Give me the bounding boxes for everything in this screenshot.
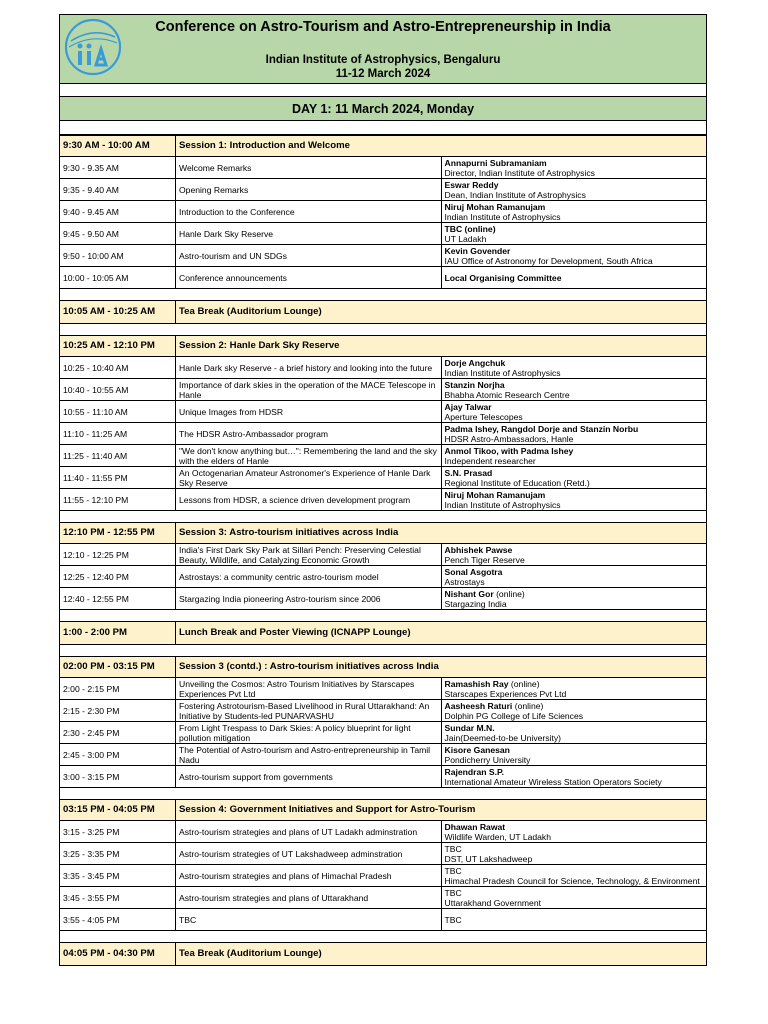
speaker-name	[445, 424, 704, 434]
gap-row	[60, 931, 707, 943]
speaker-cell	[441, 766, 707, 788]
gap-row	[60, 788, 707, 800]
talk-time: 11:10 - 11:25 AM	[60, 423, 176, 445]
talk-time: 9:30 - 9.35 AM	[60, 157, 176, 179]
speaker-name	[445, 723, 704, 733]
speaker-cell	[441, 467, 707, 489]
talk-title: Astro-tourism strategies and plans of Himachal Pradesh	[176, 865, 442, 887]
talk-time: 11:55 - 12:10 PM	[60, 489, 176, 511]
talk-row	[60, 700, 707, 722]
speaker-name	[445, 866, 704, 876]
gap-cell	[60, 610, 707, 622]
talk-time: 3:45 - 3:55 PM	[60, 887, 176, 909]
talk-row	[60, 245, 707, 267]
talk-time: 10:55 - 11:10 AM	[60, 401, 176, 423]
talk-row	[60, 678, 707, 700]
session-title: Lunch Break and Poster Viewing (ICNAPP Lounge)	[176, 622, 707, 645]
session-title: Session 3: Astro-tourism initiatives across India	[176, 523, 707, 544]
speaker-name	[445, 545, 704, 555]
speaker-name	[445, 180, 704, 190]
speaker-name-text: Ajay Talwar	[444, 401, 492, 412]
talk-row	[60, 544, 707, 566]
talk-row	[60, 744, 707, 766]
speaker-name-text: Aasheesh Raturi	[444, 700, 513, 711]
session-title: Session 4: Government Initiatives and Support for Astro-Tourism	[176, 800, 707, 821]
talk-time: 9:45 - 9.50 AM	[60, 223, 176, 245]
speaker-cell	[441, 865, 707, 887]
talk-time: 3:25 - 3:35 PM	[60, 843, 176, 865]
speaker-name	[445, 888, 704, 898]
speaker-name	[445, 701, 704, 711]
speaker-name	[445, 589, 704, 599]
speaker-name-text: S.N. Prasad	[444, 467, 493, 478]
talk-row	[60, 865, 707, 887]
speaker-name-text: TBC	[444, 914, 462, 925]
speaker-cell	[441, 678, 707, 700]
speaker-cell	[441, 722, 707, 744]
speaker-affiliation: Dolphin PG College of Life Sciences	[444, 710, 584, 721]
speaker-affiliation: Himachal Pradesh Council for Science, Technology, & Environment	[444, 875, 700, 886]
speaker-cell	[441, 179, 707, 201]
talk-time: 2:15 - 2:30 PM	[60, 700, 176, 722]
session-row	[60, 523, 707, 544]
session-time: 02:00 PM - 03:15 PM	[60, 657, 176, 678]
speaker-name-text: Local Organising Committee	[444, 272, 562, 283]
speaker-affiliation: Jain(Deemed-to-be University)	[444, 732, 562, 743]
speaker-name	[445, 915, 704, 925]
speaker-name-text: Stanzin Norjha	[444, 379, 505, 390]
talk-time: 9:40 - 9.45 AM	[60, 201, 176, 223]
session-row	[60, 800, 707, 821]
talk-title: Astro-tourism strategies of UT Lakshadweep adminstration	[176, 843, 442, 865]
talk-title: Opening Remarks	[176, 179, 442, 201]
gap-row	[60, 645, 707, 657]
talk-row	[60, 722, 707, 744]
speaker-name-text: TBC	[444, 865, 462, 876]
gap-row	[60, 289, 707, 301]
talk-row	[60, 157, 707, 179]
speaker-affiliation: Dean, Indian Institute of Astrophysics	[444, 189, 586, 200]
talk-row	[60, 821, 707, 843]
talk-title: "We don't know anything but…": Remembering the land and the sky with the elders of Hanle	[176, 445, 442, 467]
institute-name: Indian Institute of Astrophysics, Bengaluru	[265, 54, 501, 66]
talk-row	[60, 401, 707, 423]
speaker-name-text: Dhawan Rawat	[444, 821, 506, 832]
session-row	[60, 136, 707, 157]
speaker-affiliation: Astrostays	[444, 576, 485, 587]
talk-time: 3:00 - 3:15 PM	[60, 766, 176, 788]
speaker-name	[445, 567, 704, 577]
talk-row	[60, 267, 707, 289]
speaker-cell	[441, 423, 707, 445]
speaker-affiliation: Director, Indian Institute of Astrophysics	[444, 167, 595, 178]
talk-title: Unveiling the Cosmos: Astro Tourism Initiatives by Starscapes Experiences Pvt Ltd	[176, 678, 442, 700]
speaker-note: (online)	[508, 678, 540, 689]
speaker-name	[445, 822, 704, 832]
talk-title: The HDSR Astro-Ambassador program	[176, 423, 442, 445]
speaker-cell	[441, 357, 707, 379]
talk-title: India's First Dark Sky Park at Sillari Pench: Preserving Celestial Beauty, Wildlife, and Catalyzing Economic Growth	[176, 544, 442, 566]
speaker-cell	[441, 445, 707, 467]
day-heading: DAY 1: 11 March 2024, Monday	[59, 97, 707, 121]
speaker-cell	[441, 489, 707, 511]
day-spacer	[59, 121, 707, 135]
speaker-affiliation: Stargazing India	[444, 598, 507, 609]
speaker-name-text: Niruj Mohan Ramanujam	[444, 489, 546, 500]
session-title: Session 1: Introduction and Welcome	[176, 136, 707, 157]
session-time: 03:15 PM - 04:05 PM	[60, 800, 176, 821]
speaker-affiliation: Uttarakhand Government	[444, 897, 541, 908]
speaker-name-text: Eswar Reddy	[444, 179, 499, 190]
talk-row	[60, 201, 707, 223]
speaker-name-text: Abhishek Pawse	[444, 544, 513, 555]
session-time: 9:30 AM - 10:00 AM	[60, 136, 176, 157]
break-row	[60, 622, 707, 645]
schedule-sheet	[59, 14, 707, 966]
gap-cell	[60, 289, 707, 301]
speaker-cell	[441, 401, 707, 423]
gap-cell	[60, 645, 707, 657]
gap-row	[60, 324, 707, 336]
session-title: Tea Break (Auditorium Lounge)	[176, 301, 707, 324]
session-time: 10:25 AM - 12:10 PM	[60, 336, 176, 357]
speaker-cell	[441, 201, 707, 223]
speaker-affiliation: Bhabha Atomic Research Centre	[444, 389, 570, 400]
speaker-cell	[441, 843, 707, 865]
talk-title: Importance of dark skies in the operation of the MACE Telescope in Hanle	[176, 379, 442, 401]
break-row	[60, 943, 707, 966]
speaker-cell	[441, 379, 707, 401]
speaker-cell	[441, 700, 707, 722]
talk-title: Welcome Remarks	[176, 157, 442, 179]
speaker-cell	[441, 157, 707, 179]
speaker-name	[445, 358, 704, 368]
talk-title: The Potential of Astro-tourism and Astro-entrepreneurship in Tamil Nadu	[176, 744, 442, 766]
speaker-affiliation: IAU Office of Astronomy for Development, South Africa	[444, 255, 653, 266]
talk-row	[60, 223, 707, 245]
talk-time: 3:35 - 3:45 PM	[60, 865, 176, 887]
talk-time: 10:25 - 10:40 AM	[60, 357, 176, 379]
speaker-affiliation: Regional Institute of Education (Retd.)	[444, 477, 590, 488]
break-row	[60, 301, 707, 324]
conference-dates: 11-12 March 2024	[335, 68, 431, 80]
speaker-name-text: Ramashish Ray	[444, 678, 509, 689]
talk-time: 2:30 - 2:45 PM	[60, 722, 176, 744]
talk-title: Conference announcements	[176, 267, 442, 289]
speaker-name-text: Sundar M.N.	[444, 722, 495, 733]
talk-title: Lessons from HDSR, a science driven development program	[176, 489, 442, 511]
session-title: Tea Break (Auditorium Lounge)	[176, 943, 707, 966]
speaker-affiliation: Indian Institute of Astrophysics	[444, 367, 561, 378]
speaker-affiliation: Independent researcher	[444, 455, 536, 466]
talk-row	[60, 423, 707, 445]
conference-header	[59, 14, 707, 84]
talk-row	[60, 445, 707, 467]
schedule-table	[59, 135, 707, 966]
talk-time: 2:45 - 3:00 PM	[60, 744, 176, 766]
speaker-name	[445, 273, 704, 283]
speaker-note: (online)	[493, 588, 525, 599]
speaker-name	[445, 844, 704, 854]
speaker-name-text: Padma Ishey, Rangdol Dorje and Stanzin Norbu	[444, 423, 639, 434]
talk-title: Hanle Dark sky Reserve - a brief history and looking into the future	[176, 357, 442, 379]
talk-row	[60, 467, 707, 489]
speaker-affiliation: UT Ladakh	[444, 233, 487, 244]
talk-title: Astro-tourism and UN SDGs	[176, 245, 442, 267]
talk-title: Astrostays: a community centric astro-tourism model	[176, 566, 442, 588]
talk-row	[60, 887, 707, 909]
talk-row	[60, 843, 707, 865]
session-time: 1:00 - 2:00 PM	[60, 622, 176, 645]
gap-cell	[60, 788, 707, 800]
talk-time: 10:00 - 10:05 AM	[60, 267, 176, 289]
speaker-name-text: Dorje Angchuk	[444, 357, 506, 368]
gap-cell	[60, 324, 707, 336]
speaker-name	[445, 224, 704, 234]
speaker-affiliation: Pondicherry University	[444, 754, 531, 765]
talk-row	[60, 909, 707, 931]
header-spacer	[59, 84, 707, 97]
talk-time: 2:00 - 2:15 PM	[60, 678, 176, 700]
speaker-name	[445, 380, 704, 390]
talk-row	[60, 566, 707, 588]
talk-title: Stargazing India pioneering Astro-tourism since 2006	[176, 588, 442, 610]
talk-title: Unique Images from HDSR	[176, 401, 442, 423]
gap-cell	[60, 931, 707, 943]
speaker-name	[445, 446, 704, 456]
speaker-affiliation: Wildlife Warden, UT Ladakh	[444, 831, 552, 842]
speaker-cell	[441, 223, 707, 245]
speaker-name-text: Niruj Mohan Ramanujam	[444, 201, 546, 212]
speaker-affiliation: Indian Institute of Astrophysics	[444, 211, 561, 222]
session-row	[60, 336, 707, 357]
speaker-cell	[441, 566, 707, 588]
speaker-affiliation: Indian Institute of Astrophysics	[444, 499, 561, 510]
talk-row	[60, 357, 707, 379]
speaker-name-text: Rajendran S.P.	[444, 766, 505, 777]
talk-title: Astro-tourism support from governments	[176, 766, 442, 788]
speaker-cell	[441, 267, 707, 289]
talk-title: From Light Trespass to Dark Skies: A policy blueprint for light pollution mitigation	[176, 722, 442, 744]
speaker-affiliation: Starscapes Experiences Pvt Ltd	[444, 688, 567, 699]
speaker-affiliation: DST, UT Lakshadweep	[444, 853, 533, 864]
session-time: 10:05 AM - 10:25 AM	[60, 301, 176, 324]
speaker-name	[445, 158, 704, 168]
speaker-name-text: Sonal Asgotra	[444, 566, 503, 577]
talk-time: 10:40 - 10:55 AM	[60, 379, 176, 401]
talk-time: 12:25 - 12:40 PM	[60, 566, 176, 588]
talk-title: Astro-tourism strategies and plans of UT Ladakh adminstration	[176, 821, 442, 843]
talk-time: 11:40 - 11:55 PM	[60, 467, 176, 489]
session-title: Session 2: Hanle Dark Sky Reserve	[176, 336, 707, 357]
speaker-cell	[441, 744, 707, 766]
speaker-name-text: Kevin Govender	[444, 245, 511, 256]
gap-row	[60, 610, 707, 622]
talk-time: 12:40 - 12:55 PM	[60, 588, 176, 610]
talk-time: 3:15 - 3:25 PM	[60, 821, 176, 843]
speaker-name	[445, 246, 704, 256]
speaker-affiliation: Pench Tiger Reserve	[444, 554, 525, 565]
talk-row	[60, 489, 707, 511]
gap-row	[60, 511, 707, 523]
talk-time: 9:35 - 9.40 AM	[60, 179, 176, 201]
speaker-name	[445, 202, 704, 212]
speaker-name-text: Kisore Ganesan	[444, 744, 510, 755]
speaker-cell	[441, 909, 707, 931]
speaker-affiliation: HDSR Astro-Ambassadors, Hanle	[444, 433, 574, 444]
talk-time: 3:55 - 4:05 PM	[60, 909, 176, 931]
talk-title: TBC	[176, 909, 442, 931]
talk-time: 12:10 - 12:25 PM	[60, 544, 176, 566]
talk-row	[60, 379, 707, 401]
speaker-affiliation: International Amateur Wireless Station Operators Society	[444, 776, 662, 787]
speaker-name	[445, 402, 704, 412]
speaker-cell	[441, 544, 707, 566]
talk-title: Fostering Astrotourism-Based Livelihood in Rural Uttarakhand: An Initiative by Students-led PUNARVASHU	[176, 700, 442, 722]
speaker-name-text: Anmol Tikoo, with Padma Ishey	[444, 445, 574, 456]
talk-title: An Octogenarian Amateur Astronomer's Experience of Hanle Dark Sky Reserve	[176, 467, 442, 489]
talk-title: Introduction to the Conference	[176, 201, 442, 223]
speaker-cell	[441, 887, 707, 909]
session-time: 12:10 PM - 12:55 PM	[60, 523, 176, 544]
speaker-name	[445, 745, 704, 755]
talk-row	[60, 588, 707, 610]
session-time: 04:05 PM - 04:30 PM	[60, 943, 176, 966]
talk-title: Hanle Dark Sky Reserve	[176, 223, 442, 245]
talk-row	[60, 179, 707, 201]
speaker-name	[445, 468, 704, 478]
speaker-name	[445, 490, 704, 500]
speaker-note: (online)	[512, 700, 544, 711]
speaker-name-text: TBC (online)	[444, 223, 496, 234]
speaker-name-text: Nishant Gor	[444, 588, 494, 599]
conference-title: Conference on Astro-Tourism and Astro-Entrepreneurship in India	[155, 19, 611, 35]
speaker-cell	[441, 588, 707, 610]
talk-title: Astro-tourism strategies and plans of Uttarakhand	[176, 887, 442, 909]
talk-row	[60, 766, 707, 788]
gap-cell	[60, 511, 707, 523]
speaker-name-text: TBC	[444, 843, 462, 854]
talk-time: 9:50 - 10:00 AM	[60, 245, 176, 267]
speaker-name-text: Annapurni Subramaniam	[444, 157, 547, 168]
speaker-name	[445, 767, 704, 777]
speaker-cell	[441, 245, 707, 267]
speaker-cell	[441, 821, 707, 843]
session-row	[60, 657, 707, 678]
speaker-name-text: TBC	[444, 887, 462, 898]
session-title: Session 3 (contd.) : Astro-tourism initiatives across India	[176, 657, 707, 678]
speaker-name	[445, 679, 704, 689]
speaker-affiliation: Aperture Telescopes	[444, 411, 523, 422]
talk-time: 11:25 - 11:40 AM	[60, 445, 176, 467]
